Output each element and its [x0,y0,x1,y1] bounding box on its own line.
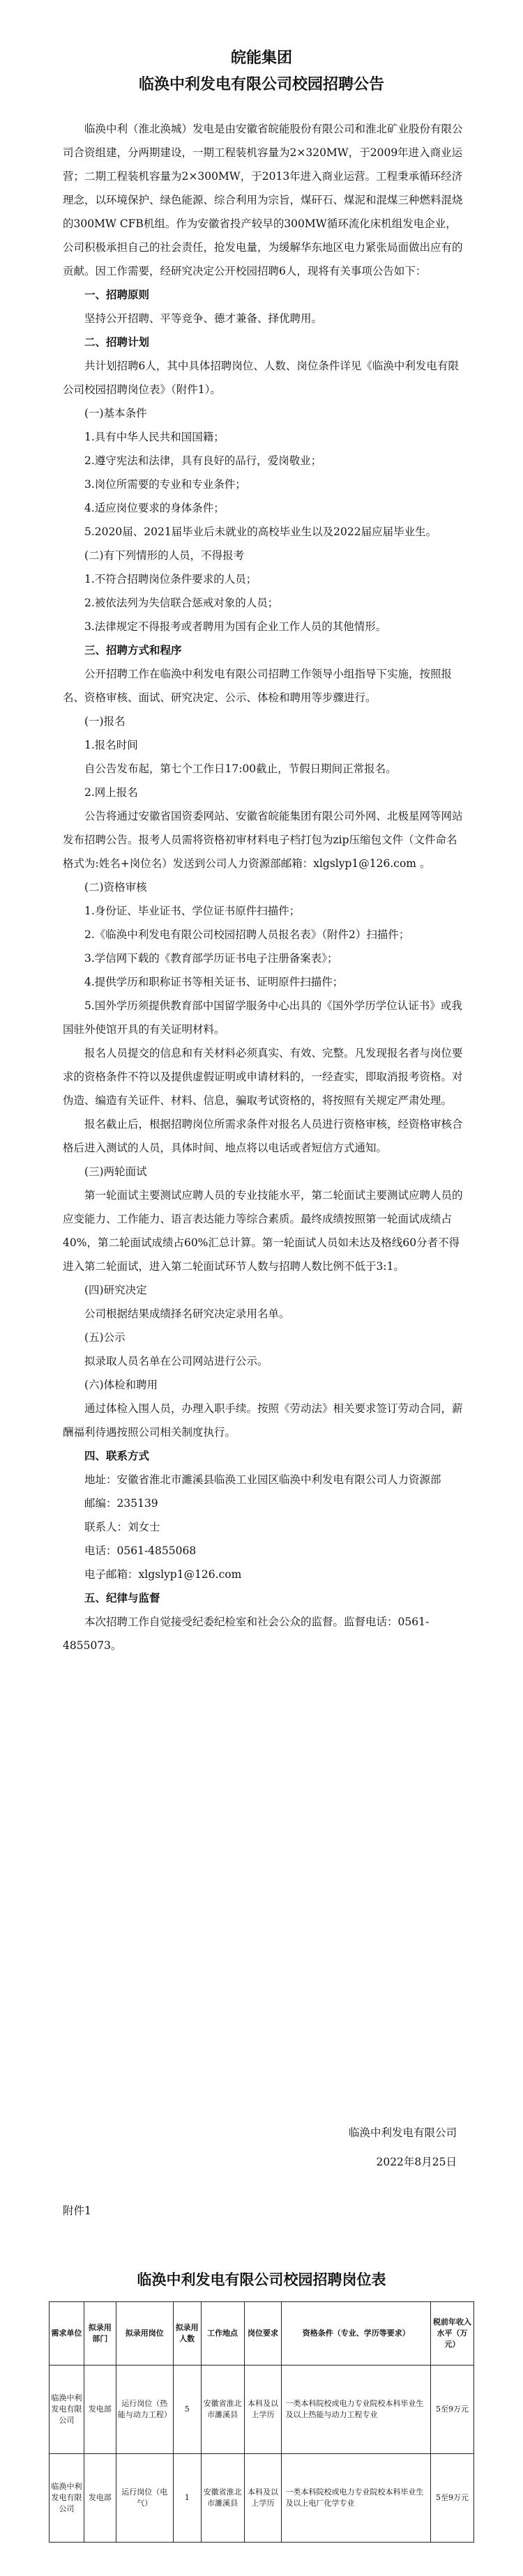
job-table [49,2301,474,2543]
paragraph: (二)资格审核 [84,881,147,894]
paragraph: 联系人：刘女士 [84,1521,160,1533]
section-heading: 一、招聘原则 [84,289,150,301]
table-cell: 5 [173,2366,201,2454]
table-cell: 一类本科院校或电力专业院校本科毕业生及以上热能与动力工程专业 [282,2366,431,2454]
paragraph: 临涣中利（淮北涣城）发电是由安徽省皖能股份有限公司和淮北矿业股份有限公司合资组建，分两期建设，一期工程装机容量为2×320MW，于2009年进入商业运营；二期工程装机容量为2×300MW，于2013年进入商业运营。工程秉承循环经济理念，以环境保护、绿色能源、综合利用为宗旨，煤矸石、煤泥和混煤三种燃料混烧的300MW CFB机组。作为安徽省投产较早的300MW循环流化床机组发电企业，公司积极承担自己的社会责任，抢发电量，为缓解华东地区电力紧张局面做出应有的贡献。因工作需要，经研究决定公开校园招聘6人，现将有关事项公告如下： [63,123,463,277]
paragraph: 通过体检入围人员，办理入职手续。按照《劳动法》相关要求签订劳动合同，薪酬福利待遇按照公司相关制度执行。 [63,1402,463,1439]
paragraph: 3.学信网下载的《教育部学历证书电子注册备案表》； [84,952,338,965]
signature-org: 临涣中利发电有限公司 [348,2126,457,2139]
table-header-cell: 拟录用岗位 [116,2302,173,2366]
table-cell: 运行岗位（电气） [116,2454,173,2543]
table-cell: 运行岗位（热能与动力工程） [116,2366,173,2454]
paragraph: (五)公示 [84,1331,126,1344]
paragraph: 电子邮箱：xlgslyp1@126.com [84,1568,242,1581]
signature-date: 2022年8月25日 [376,2156,457,2168]
section-heading: 三、招聘方式和程序 [84,644,182,657]
paragraph: 3.法律规定不得报考或者聘用为国有企业工作人员的其他情形。 [84,620,387,633]
table-header-cell: 岗位要求 [244,2302,282,2366]
paragraph: 报名截止后，根据招聘岗位所需求条件对报名人员进行资格审核，经资格审核合格后进入测试的人员，具体时间、地点将以电话或者短信方式通知。 [63,1118,463,1154]
section-heading: 五、纪律与监督 [84,1592,160,1604]
paragraph: 1.不符合招聘岗位条件要求的人员； [84,573,257,585]
table-header-cell: 工作地点 [201,2302,244,2366]
paragraph: 地址：安徽省淮北市濉溪县临涣工业园区临涣中利发电有限公司人力资源部 [84,1473,441,1486]
paragraph: (一)基本条件 [84,407,147,420]
group-name: 皖能集团 [230,49,292,67]
table-header-cell: 税前年收入水平（万元） [431,2302,474,2366]
paragraph: (六)体检和聘用 [84,1379,158,1391]
paragraph: 3.岗位所需要的专业和专业条件； [84,478,246,491]
table-cell: 发电部 [84,2366,116,2454]
table-header-cell: 拟录用部门 [84,2302,116,2366]
paragraph: 5.国外学历须提供教育部中国留学服务中心出具的《国外学历学位认证书》或我国驻外使馆开具的有关证明材料。 [63,999,462,1036]
notice-title: 临涣中利发电有限公司校园招聘公告 [138,76,384,93]
table-cell: 安徽省淮北市濉溪县 [201,2366,244,2454]
table-cell: 临涣中利发电有限公司 [50,2366,84,2454]
section-heading: 四、联系方式 [84,1450,150,1462]
paragraph: 2.被依法列为失信联合惩戒对象的人员； [84,597,279,609]
table-title: 临涣中利发电有限公司校园招聘岗位表 [137,2271,386,2288]
paragraph: 4.提供学历和职称证书等相关证书、证明原件扫描件； [84,976,344,988]
paragraph: 2.遵守宪法和法律，具有良好的品行，爱岗敬业； [84,454,322,467]
paragraph: (三)两轮面试 [84,1165,147,1178]
notice-body [63,117,467,1657]
paragraph: 坚持公开招聘、平等竞争、德才兼备、择优聘用。 [84,312,323,325]
paragraph: (二)有下列情形的人员，不得报考 [84,549,245,562]
paragraph: 自公告发布起，第七个工作日17:00截止，节假日期间正常报名。 [84,762,397,775]
table-cell: 发电部 [84,2454,116,2543]
annex-label: 附件1 [63,2205,91,2217]
paragraph: 公司根据结果成绩择名研究决定录用名单。 [84,1308,290,1320]
table-cell: 安徽省淮北市濉溪县 [201,2454,244,2543]
paragraph: 5.2020届、2021届毕业后未就业的高校毕业生以及2022届应届毕业生。 [84,526,437,538]
table-header-row [50,2302,474,2366]
paragraph: 报名人员提交的信息和有关材料必须真实、有效、完整。凡发现报名者与岗位要求的资格条件不符以及提供虚假证明或申请材料的，一经查实，即取消报考资格。对伪造、编造有关证件、材料、信息，骗取考试资格的，将按照有关规定严肃处理。 [63,1047,463,1107]
paragraph: 2.网上报名 [84,786,138,799]
table-header-cell: 资格条件（专业、学历等要求） [282,2302,431,2366]
section-heading: 二、招聘计划 [84,336,150,348]
table-cell: 5至9万元 [431,2366,474,2454]
table-cell: 5至9万元 [431,2454,474,2543]
paragraph: 公开招聘工作在临涣中利发电有限公司招聘工作领导小组指导下实施，按照报名、资格审核、面试、研究决定、公示、体检和聘用等步骤进行。 [63,668,453,704]
paragraph: 4.适应岗位要求的身体条件； [84,502,225,514]
paragraph: (一)报名 [84,715,126,728]
table-header-cell: 需求单位 [50,2302,84,2366]
table-cell: 本科及以上学历 [244,2366,282,2454]
paragraph: 公告将通过安徽省国资委网站、安徽省皖能集团有限公司外网、北极星网等网站发布招聘公告。报考人员需将资格初审材料电子档打包为zip压缩包文件（文件命名格式为:姓名+岗位名）发送到公司人力资源部邮箱：xlgslyp1@126.com 。 [63,810,463,870]
paragraph: 第一轮面试主要测试应聘人员的专业技能水平，第二轮面试主要测试应聘人员的应变能力、工作能力、语言表达能力等综合素质。最终成绩按照第一轮面试成绩占40%，第二轮面试成绩占60%汇总计算。第一轮面试人员如未达及格线60分者不得进入第二轮面试，进入第二轮面试环节人数与招聘人数比例不低于3:1。 [63,1189,463,1273]
paragraph: 共计划招聘6人，其中具体招聘岗位、人数、岗位条件详见《临涣中利发电有限公司校园招聘岗位表》（附件1）。 [63,360,459,396]
paragraph: 1.具有中华人民共和国国籍； [84,431,225,443]
paragraph: (四)研究决定 [84,1284,147,1296]
paragraph: 1.身份证、毕业证书、学位证书原件扫描件； [84,905,301,917]
table-cell: 1 [173,2454,201,2543]
table-header-cell: 拟录用人数 [173,2302,201,2366]
paragraph: 电话：0561-4855068 [84,1544,197,1557]
table-cell: 一类本科院校或电力专业院校本科毕业生及以上电厂化学专业 [282,2454,431,2543]
paragraph: 拟录取人员名单在公司网站进行公示。 [84,1355,268,1367]
table-row [50,2366,474,2454]
table-cell: 临涣中利发电有限公司 [50,2454,84,2543]
paragraph: 本次招聘工作自觉接受纪委纪检室和社会公众的监督。监督电话：0561-4855073。 [63,1616,430,1652]
paragraph: 1.报名时间 [84,739,138,751]
paragraph: 邮编：235139 [84,1497,158,1510]
table-cell: 本科及以上学历 [244,2454,282,2543]
paragraph: 2.《临涣中利发电有限公司校园招聘人员报名表》（附件2）扫描件； [84,928,410,941]
table-row [50,2454,474,2543]
